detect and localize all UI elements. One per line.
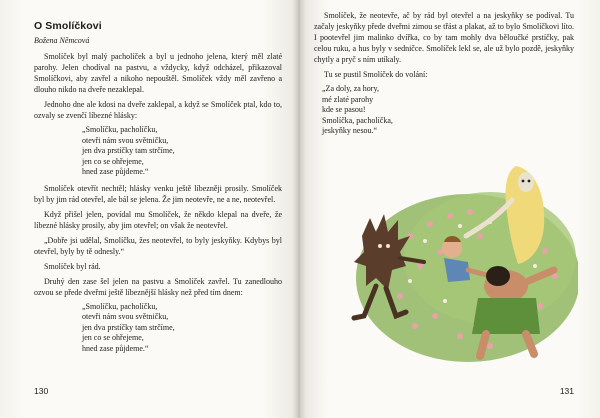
- paragraph: Smolíček byl malý pacholíček a byl u jednoho jelena, který měl zlaté parohy. Jelen chodíval na pastvu, a vždycky, když odcházel, přikazoval Smolíčkovi, aby zavřel a nikoho nepouštěl. Smolíček vždy měl zavřeno a dlouho nikdo na dveře nezaklepal.: [34, 52, 282, 94]
- creature-eye: [386, 244, 390, 248]
- verse-line: hned zase půjdeme.“: [82, 167, 149, 176]
- page-number-left: 130: [34, 386, 49, 396]
- verse-line: jen dva prstíčky tam strčíme,: [82, 146, 175, 155]
- verse-line: jen co se ohřejeme,: [82, 333, 144, 342]
- story-author: Božena Němcová: [34, 36, 90, 45]
- verse-block: [34, 125, 282, 178]
- page-number-right: 131: [559, 386, 574, 396]
- verse-line: kde se pasou!: [322, 105, 366, 114]
- verse-line: mé zlaté parohy: [322, 94, 374, 104]
- verse-block: [314, 84, 574, 137]
- story-title: O Smolíčkovi: [34, 20, 102, 32]
- verse-line: jen co se ohřejeme,: [82, 156, 144, 166]
- left-page: [0, 0, 298, 418]
- verse-line: hned zase půjdeme.“: [82, 343, 149, 353]
- fairy-grass-skirt: [472, 298, 540, 334]
- fairy-face: [518, 172, 534, 192]
- fairy-tale-illustration: [340, 166, 578, 366]
- verse-line: jeskyňky nesou.“: [322, 126, 378, 135]
- creature-eye: [378, 244, 382, 248]
- paragraph: „Dobře jsi udělal, Smolíčku, žes neotevřel, to byly jeskyňky. Kdybys byl otevřel, byly by tě odnesly.“: [34, 235, 282, 256]
- fairy-eye: [528, 180, 531, 183]
- fairy-eye: [522, 180, 525, 183]
- paragraph: Tu se pustil Smolíček do volání:: [324, 70, 428, 79]
- verse-block: [34, 302, 282, 355]
- verse-line: „Smolíčku, pacholíčku,: [82, 125, 158, 134]
- paragraph: Jednoho dne ale kdosi na dveře zaklepal, a když se Smolíček ptal, kdo to, ozvaly se zvenčí líbezné hlásky:: [34, 100, 282, 120]
- verse-line: „Smolíčku, pacholíčku,: [82, 301, 158, 311]
- paragraph: Smolíček, že neotevře, ač by rád byl otevřel a na jeskyňky se podíval. Tu začaly jeskyňky přede dveřmi zimou se třást a plakat, až to bylo Smolíčkovi líto. I pootevřel jim malinko dvířka, co by tam mohly dva běloučké prstíčky, pak celou ruku, a hus byly v sedničce. Smolíček lekl se, ale už bylo pozdě, jeskyňky chytly a pryč s ním utíkaly.: [314, 11, 574, 64]
- right-page: [298, 0, 600, 418]
- verse-line: „Za doly, za hory,: [322, 84, 379, 93]
- paragraph: Když přišel jelen, povídal mu Smolíček, že někdo klepal na dveře, že líbezné hlásky prosily, aby jim otevřel; on však že neotevřel.: [34, 209, 282, 230]
- paragraph: Druhý den zase šel jelen na pastvu a Smolíček zavřel. Tu zanedlouho ozvou se přede dveřmi ještě líbeznější hlásky než před tím dnem:: [34, 276, 282, 297]
- verse-line: otevři nám svou světničku,: [82, 312, 169, 321]
- verse-line: otevři nám svou světničku,: [82, 135, 169, 145]
- fairy-hair-dark: [486, 266, 510, 286]
- verse-line: jen dva prstíčky tam strčíme,: [82, 322, 175, 332]
- paragraph: Smolíček otevřít nechtěl; hlásky venku ještě líbezněji prosily. Smolíček byl by jim rád otevřel, ale bál se jelena. Že jim neotevře, ne a ne, neotevřel.: [34, 183, 282, 204]
- verse-line: Smolíčka, pacholíčka,: [322, 115, 393, 125]
- paragraph: Smolíček byl rád.: [44, 261, 101, 271]
